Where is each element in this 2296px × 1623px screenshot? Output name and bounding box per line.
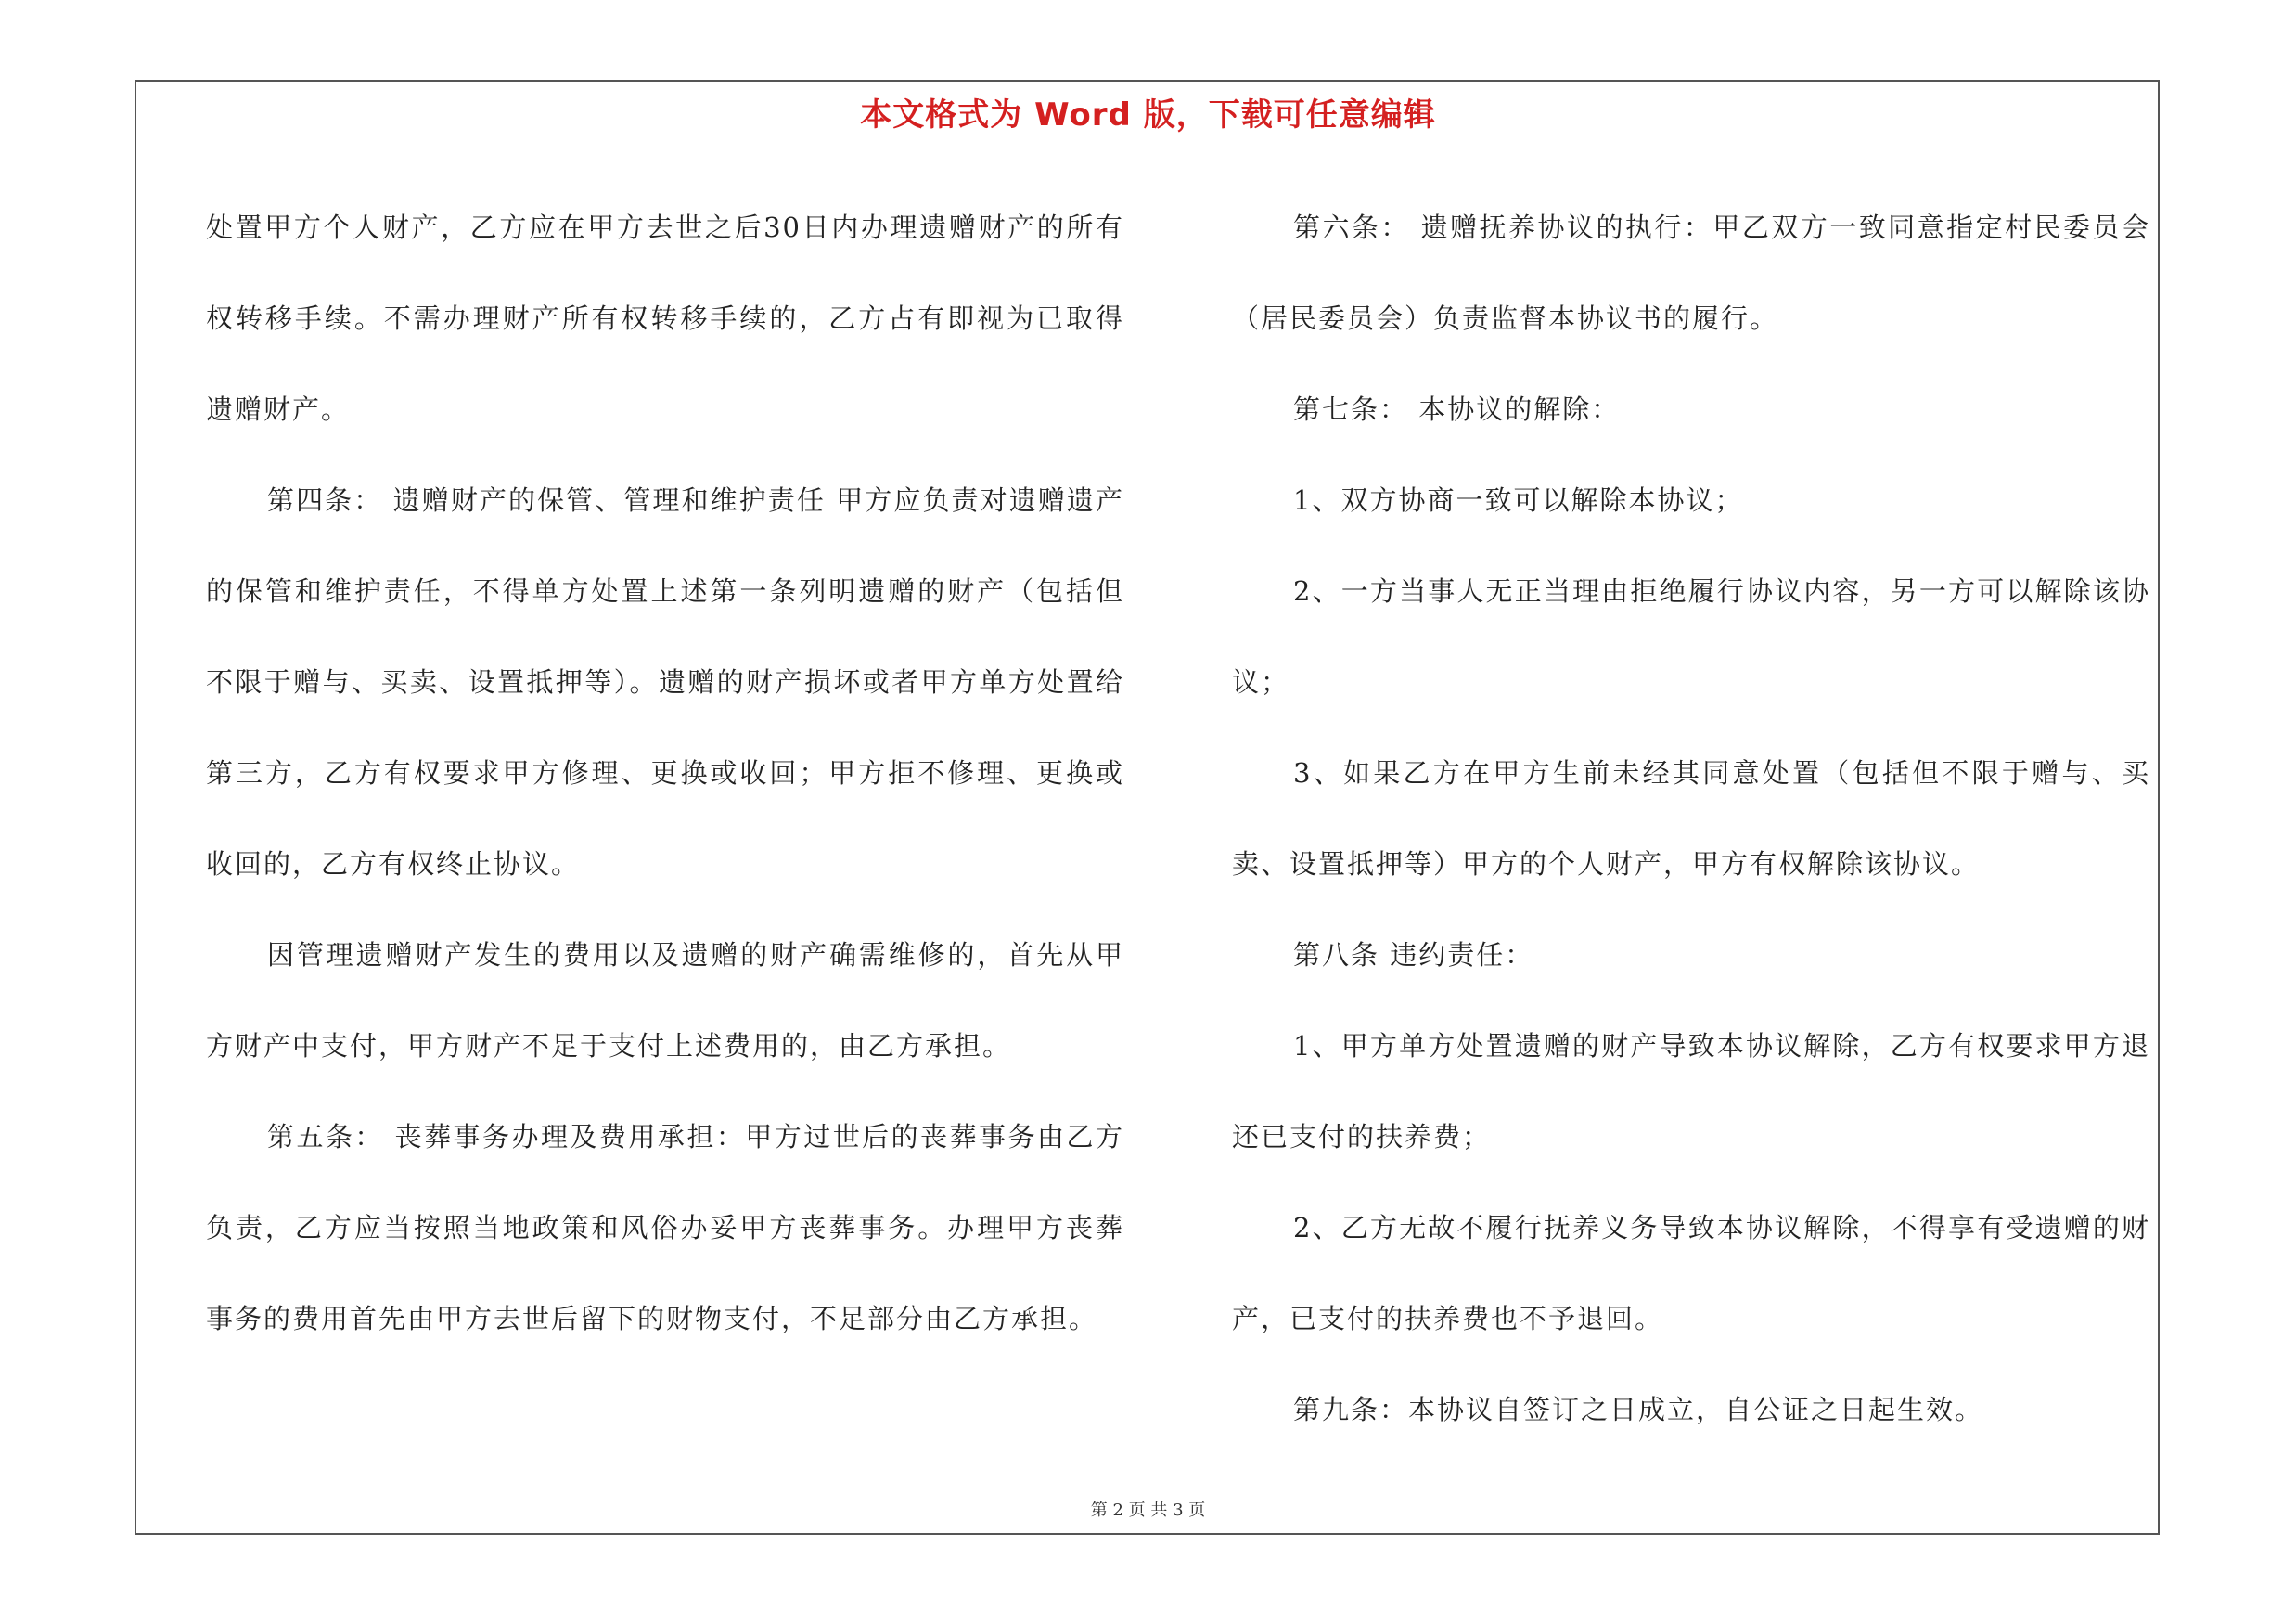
paragraph-article-8-item-1: 1、甲方单方处置遗赠的财产导致本协议解除，乙方有权要求甲方退还已支付的扶养费；	[1232, 1030, 2150, 1153]
paragraph-article-5: 第五条： 丧葬事务办理及费用承担：甲方过世后的丧葬事务由乙方负责，乙方应当按照当地政策和风俗办妥甲方丧葬事务。办理甲方丧葬事务的费用首先由甲方去世后留下的财物支付，不足部分由乙方承担。	[206, 1121, 1124, 1334]
left-text-column	[206, 182, 1124, 1364]
page-number-footer: 第 2 页 共 3 页	[1090, 1501, 1206, 1520]
paragraph-continuation: 处置甲方个人财产，乙方应在甲方去世之后30日内办理遗赠财产的所有权转移手续。不需办理财产所有权转移手续的，乙方占有即视为已取得遗赠财产。	[206, 212, 1124, 425]
paragraph-article-7-item-2: 2、一方当事人无正当理由拒绝履行协议内容，另一方可以解除该协议；	[1232, 575, 2150, 698]
paragraph-article-7-item-3: 3、如果乙方在甲方生前未经其同意处置（包括但不限于赠与、买卖、设置抵押等）甲方的个人财产，甲方有权解除该协议。	[1232, 757, 2150, 880]
paragraph-article-8-heading: 第八条 违约责任：	[1293, 939, 1534, 971]
paragraph-article-7-item-1: 1、双方协商一致可以解除本协议；	[1293, 484, 1744, 516]
paragraph-article-8-item-2: 2、乙方无故不履行抚养义务导致本协议解除，不得享有受遗赠的财产，已支付的扶养费也不予退回。	[1232, 1212, 2150, 1334]
paragraph-maintenance-costs: 因管理遗赠财产发生的费用以及遗赠的财产确需维修的，首先从甲方财产中支付，甲方财产不足于支付上述费用的，由乙方承担。	[206, 939, 1124, 1062]
paragraph-article-9: 第九条：本协议自签订之日成立，自公证之日起生效。	[1293, 1394, 1984, 1425]
word-format-banner: 本文格式为 Word 版，下载可任意编辑	[860, 97, 1436, 134]
right-text-column	[1232, 182, 2150, 1455]
paragraph-article-6: 第六条： 遗赠抚养协议的执行：甲乙双方一致同意指定村民委员会（居民委员会）负责监督本协议书的履行。	[1232, 212, 2150, 334]
paragraph-article-7-heading: 第七条： 本协议的解除：	[1293, 393, 1621, 425]
paragraph-article-4: 第四条： 遗赠财产的保管、管理和维护责任 甲方应负责对遗赠遗产的保管和维护责任，不得单方处置上述第一条列明遗赠的财产（包括但不限于赠与、买卖、设置抵押等）。遗赠的财产损坏或者甲方单方处置给第三方，乙方有权要求甲方修理、更换或收回；甲方拒不修理、更换或收回的，乙方有权终止协议。	[206, 484, 1124, 880]
